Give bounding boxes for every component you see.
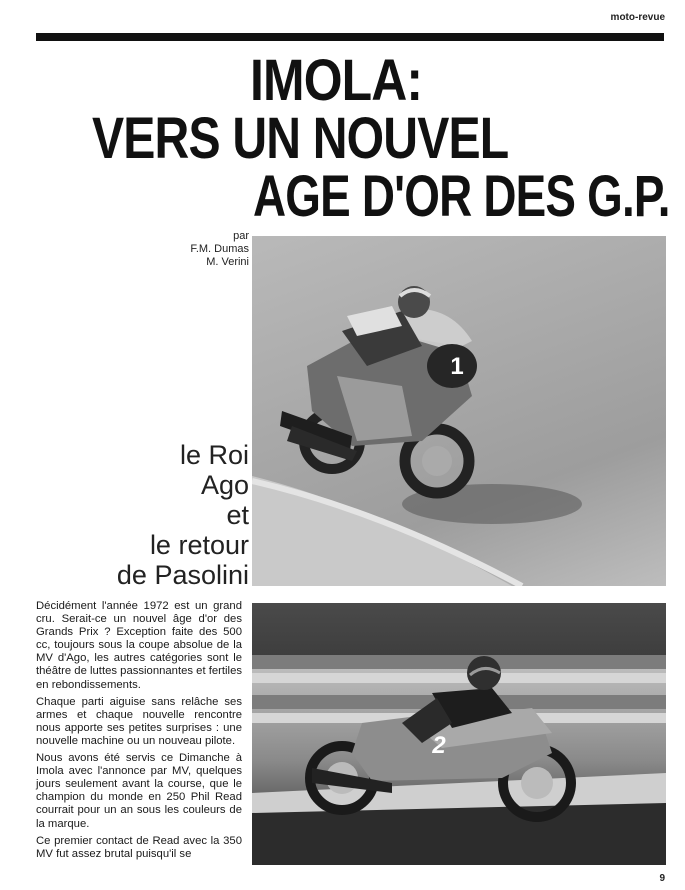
motorcycle-leaning-illustration (252, 236, 666, 586)
body-paragraph-3: Nous avons été servis ce Dimanche à Imola avec l'annonce par MV, quelques jours seulement avant la course, que le champion du monde en 250 Phil Read courrait pour un an sous les couleurs de la marque. (36, 752, 242, 830)
photo-rider-straight (252, 603, 666, 865)
subhead (117, 440, 249, 590)
byline (190, 230, 249, 269)
headline-line-2: VERS UN NOUVEL (92, 106, 509, 171)
subhead-line: et (226, 500, 249, 530)
subhead-line: Ago (200, 470, 249, 500)
subhead-line: le retour (149, 530, 249, 560)
byline-prefix: par (233, 230, 249, 242)
photo-rider-leaning (252, 236, 666, 586)
subhead-line: de Pasolini (116, 560, 249, 590)
byline-author-1: F.M. Dumas (190, 243, 249, 255)
subhead-line: le Roi (179, 440, 249, 470)
headline-line-3: AGE D'OR DES G.P. (253, 164, 670, 229)
article-body (36, 600, 242, 865)
headline-line-1: IMOLA: (250, 48, 423, 113)
section-label: moto-revue (610, 12, 665, 23)
body-paragraph-2: Chaque parti aiguise sans relâche ses armes et chaque nouvelle rencontre nous apporte ses petites surprises : une nouvelle machine ou un nouveau pilote. (36, 695, 242, 747)
motorcycle-straight-illustration (252, 603, 666, 865)
body-paragraph-4: Ce premier contact de Read avec la 350 MV fut assez brutal puisqu'il se (36, 834, 242, 860)
page-number: 9 (659, 873, 665, 884)
number-plate-1: 1 (450, 353, 464, 380)
byline-author-2: M. Verini (206, 256, 249, 268)
number-plate-2: 2 (432, 732, 446, 759)
body-paragraph-1: Décidément l'année 1972 est un grand cru. Serait-ce un nouvel âge d'or des Grands Prix ? Exception faite des 500 cc, toujours sous la coupe absolue de la MV d'Ago, les autres catégories sont le théâtre de luttes passionnantes et fertiles en rebondissements. (36, 600, 242, 691)
top-rule (36, 33, 664, 41)
